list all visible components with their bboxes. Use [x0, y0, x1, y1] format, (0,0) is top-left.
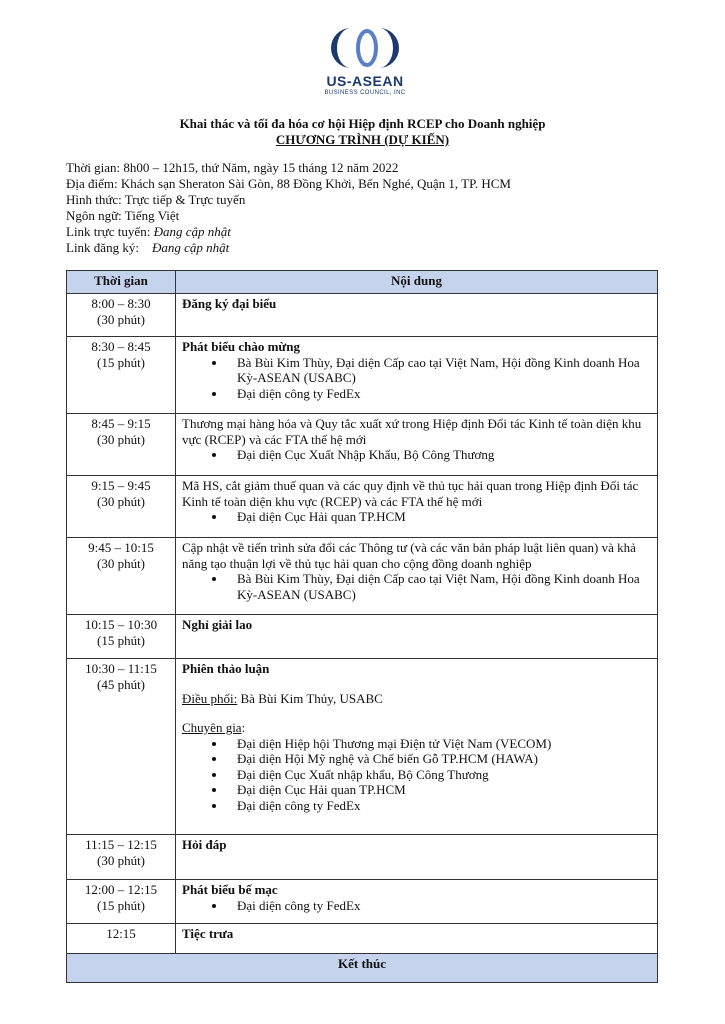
- info-online-link: [66, 224, 511, 240]
- list-item: • Đại diện Hiệp hội Thương mại Điện tử Việt Nam (VECOM): [227, 736, 651, 752]
- row-content: [176, 659, 658, 835]
- row-content: [176, 414, 658, 476]
- agenda-row: [67, 880, 658, 924]
- row-time: 11:15 – 12:15 (30 phút): [67, 835, 176, 880]
- info-language: Ngôn ngữ: Tiếng Việt: [66, 208, 180, 223]
- row-content: [176, 924, 658, 954]
- row-content: [176, 615, 658, 659]
- row-title: Tiệc trưa: [182, 926, 234, 941]
- experts-label: Chuyên gia: [182, 720, 242, 735]
- row-content: [176, 337, 658, 414]
- row-time: 12:00 – 12:15 (15 phút): [67, 880, 176, 924]
- info-time: Thời gian: 8h00 – 12h15, thứ Năm, ngày 15 tháng 12 năm 2022: [66, 160, 399, 175]
- document-subtitle: CHƯƠNG TRÌNH (DỰ KIẾN): [275, 132, 450, 147]
- agenda-row: [67, 924, 658, 954]
- list-item: • Bà Bùi Kim Thùy, Đại diện Cấp cao tại Việt Nam, Hội đồng Kinh doanh Hoa Kỳ-ASEAN (USABC): [227, 571, 651, 602]
- info-format: Hình thức: Trực tiếp & Trực tuyến: [66, 192, 246, 207]
- list-item: • Đại diện Cục Xuất Nhập Khẩu, Bộ Công Thương: [227, 447, 651, 463]
- row-content: [176, 294, 658, 337]
- online-link-label: Link trực tuyến:: [66, 224, 154, 239]
- row-content: [176, 476, 658, 538]
- agenda-row: [67, 538, 658, 615]
- list-item: • Đại diện công ty FedEx: [227, 386, 651, 402]
- list-item: • Đại diện Cục Hải quan TP.HCM: [227, 782, 651, 798]
- row-time: 8:00 – 8:30 (30 phút): [67, 294, 176, 337]
- row-time: 10:15 – 10:30 (15 phút): [67, 615, 176, 659]
- agenda-row: [67, 414, 658, 476]
- document-title: Khai thác và tối đa hóa cơ hội Hiệp định RCEP cho Doanh nghiệp: [179, 116, 546, 131]
- experts-line: Chuyên gia:: [182, 720, 246, 735]
- online-link-value: Đang cập nhật: [153, 224, 231, 239]
- speaker-list: [182, 509, 651, 525]
- row-time: 10:30 – 11:15 (45 phút): [67, 659, 176, 835]
- agenda-table: [66, 270, 658, 983]
- row-content: [176, 538, 658, 615]
- logo-name: US-ASEAN: [326, 73, 404, 89]
- speaker-list: [182, 355, 651, 402]
- list-item: • Bà Bùi Kim Thùy, Đại diện Cấp cao tại Việt Nam, Hội đồng Kinh doanh Hoa Kỳ-ASEAN (USABC): [227, 355, 651, 386]
- agenda-row: [67, 835, 658, 880]
- speaker-list: [182, 898, 651, 914]
- agenda-end-row: [67, 954, 658, 983]
- row-time: 9:15 – 9:45 (30 phút): [67, 476, 176, 538]
- moderator-name: Bà Bùi Kim Thủy, USABC: [237, 690, 383, 706]
- agenda-row: [67, 337, 658, 414]
- list-item: • Đại diện công ty FedEx: [227, 898, 651, 914]
- logo-rings-icon: [323, 24, 407, 72]
- register-link-value: Đang cập nhật: [151, 240, 230, 255]
- row-time: 9:45 – 10:15 (30 phút): [67, 538, 176, 615]
- moderator-line: [182, 691, 651, 707]
- logo-subtitle: BUSINESS COUNCIL, INC: [324, 90, 406, 96]
- list-item: • Đại diện công ty FedEx: [227, 798, 651, 814]
- list-item: • Đại diện Hội Mỹ nghệ và Chế biến Gỗ TP.HCM (HAWA): [227, 751, 651, 767]
- agenda-header: [67, 271, 658, 294]
- agenda-row: [67, 294, 658, 337]
- row-title: Đăng ký đại biểu: [182, 296, 277, 311]
- register-link-label: Link đăng ký:: [66, 240, 152, 255]
- expert-list: [182, 736, 651, 814]
- row-time: 8:45 – 9:15 (30 phút): [67, 414, 176, 476]
- row-title: Hỏi đáp: [182, 837, 227, 852]
- header-time: Thời gian: [67, 271, 176, 294]
- row-title: Nghỉ giải lao: [182, 617, 253, 632]
- agenda-row: [67, 615, 658, 659]
- row-time: 12:15: [67, 924, 176, 954]
- list-item: • Đại diện Cục Xuất nhập khẩu, Bộ Công Thương: [227, 767, 651, 783]
- end-label: Kết thúc: [67, 954, 658, 983]
- row-content: [176, 835, 658, 880]
- agenda-row: [67, 476, 658, 538]
- speaker-list: [182, 571, 651, 602]
- agenda-row: [67, 659, 658, 835]
- row-title: Phiên thảo luận: [182, 661, 270, 676]
- row-description: Thương mại hàng hóa và Quy tắc xuất xứ trong Hiệp định Đối tác Kinh tế toàn diện khu vực (RCEP) và các FTA thế hệ mới: [182, 416, 642, 447]
- event-info: [66, 160, 511, 256]
- speaker-list: [182, 447, 651, 463]
- row-title: Phát biểu bế mạc: [182, 882, 278, 897]
- row-description: Mã HS, cắt giảm thuế quan và các quy định về thủ tục hải quan trong Hiệp định Đối tác Kinh tế toàn diện khu vực (RCEP) và các FTA thế hệ mới: [182, 478, 639, 509]
- row-title: Phát biểu chào mừng: [182, 339, 300, 354]
- row-content: [176, 880, 658, 924]
- row-time: 8:30 – 8:45 (15 phút): [67, 337, 176, 414]
- us-asean-logo: [305, 24, 425, 100]
- info-location: Địa điểm: Khách sạn Sheraton Sài Gòn, 88 Đồng Khởi, Bến Nghé, Quận 1, TP. HCM: [66, 176, 511, 191]
- moderator-label: Điều phối:: [182, 690, 238, 706]
- info-register-link: [66, 240, 511, 256]
- list-item: • Đại diện Cục Hải quan TP.HCM: [227, 509, 651, 525]
- row-description: Cập nhật về tiến trình sửa đổi các Thông tư (và các văn bản pháp luật liên quan) và khả năng tạo thuận lợi về thủ tục hải quan cho cộng đồng doanh nghiệp: [182, 540, 636, 571]
- header-content: Nội dung: [176, 271, 658, 294]
